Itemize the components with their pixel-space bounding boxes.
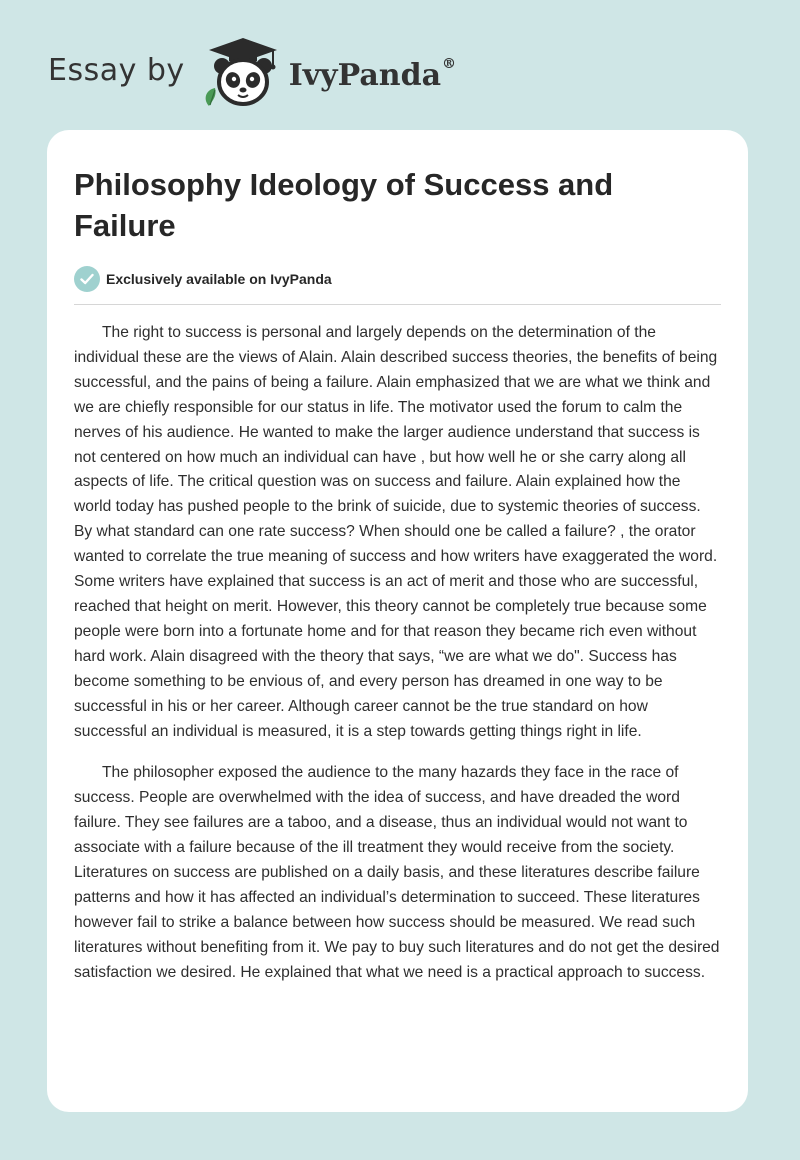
site-header xyxy=(48,36,456,110)
brand-name xyxy=(288,55,457,93)
essay-card xyxy=(47,130,748,1112)
exclusive-badge xyxy=(74,266,721,292)
essay-paragraph: The right to success is personal and largely depends on the determination of the individual these are the views of Alain. Alain described success theories, the benefits of being successful, and the pains of being a failure. Alain emphasized that we are what we think and we are chiefly responsible for our status in life. The motivator used the forum to calm the nerves of his audience. He wanted to make the larger audience understand that success is not centered on how much an individual can have , but how well he or she carry along all aspects of life. The critical question was on success and failure. Alain explained how the world today has pushed people to the brink of suicide, due to systemic theories of success. By what standard can one rate success? When should one be called a failure? , the orator wanted to correlate the true meaning of success and how writers have exaggerated the word. Some writers have explained that success is an act of merit and those who are successful, reached that height on merit. However, this theory cannot be completely true because some people were born into a fortunate home and for that reason they became rich even without hard work. Alain disagreed with the theory that says, “we are what we do". Success has become something to be envious of, and every person has dreamed in one way to be successful in his or her career. Although career cannot be the true standard on how successful an individual is measured, it is a step towards getting things right in life. xyxy=(74,324,718,740)
divider xyxy=(74,304,721,305)
exclusive-label: Exclusively available on IvyPanda xyxy=(106,271,332,287)
essay-by-label: Essay by xyxy=(48,52,185,88)
checkmark-icon xyxy=(74,266,100,292)
essay-paragraph: The philosopher exposed the audience to the many hazards they face in the race of success. People are overwhelmed with the idea of success, and have dreaded the word failure. They see failures are a taboo, and a disease, thus an individual would not want to associate with a failure because of the ill treatment they would receive from the society. Literatures on success are published on a daily basis, and these literatures describe failure patterns and how it has affected an individual’s determination to succeed. These literatures however fail to strike a balance between how success should be measured. We read such literatures without benefiting from it. We pay to buy such literatures and do not get the desired satisfaction we desired. He explained that what we need is a practical approach to success. xyxy=(74,764,720,981)
page-title: Philosophy Ideology of Success and Failure xyxy=(74,167,614,243)
registered-mark: ® xyxy=(442,55,457,72)
panda-graduate-icon xyxy=(201,36,285,110)
brand-label: IvyPanda xyxy=(288,57,442,93)
